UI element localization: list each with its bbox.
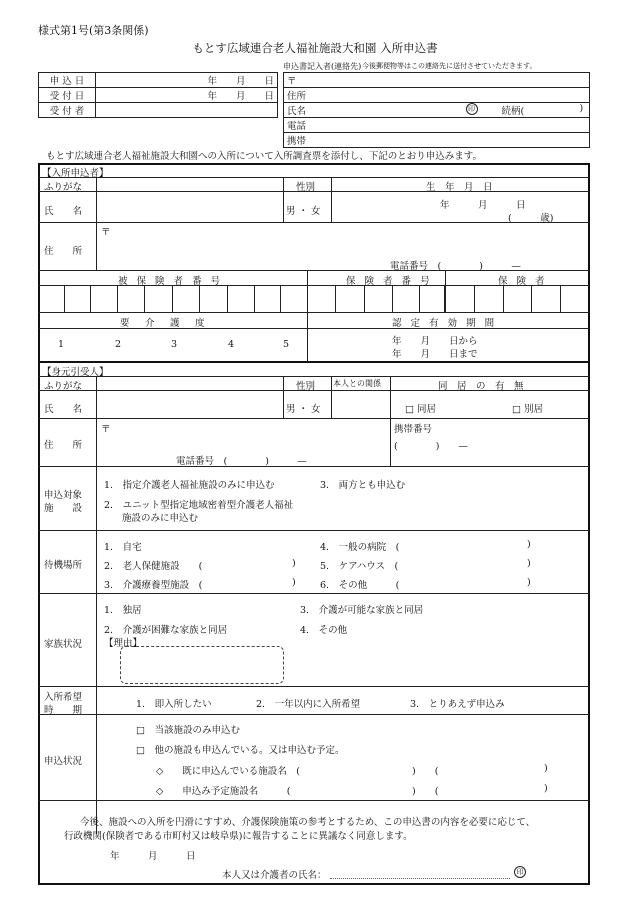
guarantor-mobile-value[interactable]: ( ) — — [394, 441, 468, 452]
filer-table — [283, 72, 590, 148]
target-option-3[interactable]: 3. 両方とも申込む — [320, 480, 406, 491]
applicant-postal[interactable]: 〒 — [101, 227, 111, 238]
family-option-2[interactable]: 2. 介護が困難な家族と同居 — [104, 625, 228, 636]
waiting-option-3[interactable]: 3. 介護療養型施設 ( — [104, 580, 203, 591]
timing-option-1[interactable]: 1. 即入所したい — [136, 699, 212, 710]
waiting-label: 待機場所 — [44, 560, 83, 571]
number-box-divider — [560, 285, 561, 312]
waiting-option-6-close: ) — [527, 577, 531, 588]
page-title: もとす広域連合老人福祉施設大和園 入所申込書 — [192, 41, 438, 55]
number-box-divider — [503, 285, 504, 312]
filer-relation-label: 続柄( — [501, 106, 525, 117]
number-box-divider — [392, 285, 393, 312]
family-label: 家族状況 — [44, 639, 83, 650]
number-box-divider — [227, 285, 228, 312]
consent-line-2: 行政機関(保険者である市町村又は岐阜県)に報告することに異議なく同意します。 — [64, 831, 413, 842]
family-option-4[interactable]: 4. その他 — [300, 625, 348, 636]
applicant-phone[interactable]: 電話番号 ( ) — — [390, 261, 521, 272]
number-box-divider — [335, 285, 336, 312]
filer-address-field[interactable]: 住所 — [284, 88, 590, 103]
status-applied-mid: ) ( — [412, 766, 439, 777]
filer-name-label: 氏名 — [287, 106, 307, 117]
guarantor-cohabit-label: 同 居 の 有 無 — [438, 381, 524, 392]
number-box-divider — [419, 285, 420, 312]
insured-number-label: 被 保 険 者 番 号 — [118, 276, 224, 287]
target-label-1: 申込対象 — [44, 490, 83, 501]
status-option-1[interactable]: □ 当該施設のみ申込む — [136, 725, 240, 736]
guarantor-sex-options[interactable]: 男 ・ 女 — [286, 404, 321, 415]
filer-note: 今後郵便物等はこの連絡先に送付させていただきます。 — [362, 62, 537, 70]
cert-period-from[interactable]: 年 月 日から — [392, 336, 478, 347]
status-planned-facility[interactable]: ◇ 申込み予定施設名 ( — [156, 786, 291, 797]
guarantor-address-label: 住 所 — [44, 440, 83, 451]
filer-relation-close: ) — [579, 103, 584, 114]
intro-text: もとす広域連合老人福祉施設大和園への入所について入所調査票を添付し、下記のとおり申込みます。 — [46, 151, 483, 162]
care-level-5[interactable]: 5 — [283, 339, 290, 350]
waiting-option-1[interactable]: 1. 自宅 — [104, 542, 142, 553]
signer-label: 本人又は介護者の氏名： — [222, 870, 327, 881]
family-reason-label: 【理由】 — [104, 638, 143, 649]
care-level-2[interactable]: 2 — [115, 339, 122, 350]
applicant-address-label: 住 所 — [44, 246, 83, 257]
applicant-name-label: 氏 名 — [44, 206, 83, 217]
number-box-divider — [117, 285, 118, 312]
waiting-option-5[interactable]: 5. ケアハウス ( — [320, 561, 399, 572]
filer-phone-field[interactable]: 電話 — [284, 118, 590, 133]
applicant-birth-value[interactable]: 年 月 日 — [440, 200, 526, 211]
applicant-header: 【入所申込者】 — [42, 168, 109, 179]
insured-number-boxes[interactable] — [38, 285, 590, 312]
care-level-4[interactable]: 4 — [228, 339, 235, 350]
target-option-2-cont: 施設のみに申込む — [122, 513, 199, 524]
guarantor-cohabit-yes[interactable]: □ 同居 — [405, 404, 436, 415]
filer-name-field[interactable] — [284, 103, 590, 118]
guarantor-name-label: 氏 名 — [44, 404, 83, 415]
receiver-label: 受 付 者 — [39, 103, 96, 118]
waiting-option-2-close: ) — [292, 558, 296, 569]
number-box-divider — [144, 285, 145, 312]
family-reason-field[interactable] — [120, 646, 284, 684]
consent-line-1: 今後、施設への入所を円滑にすすめ、介護保険施策の参考とするため、この申込書の内容を必要に応じて、 — [80, 817, 536, 828]
waiting-option-5-close: ) — [527, 558, 531, 569]
status-option-2[interactable]: □ 他の施設も申込んでいる。又は申込む予定。 — [136, 745, 345, 756]
target-label-2: 施 設 — [44, 503, 83, 514]
target-option-1[interactable]: 1. 指定介護老人福祉施設のみに申込む — [104, 480, 275, 491]
timing-label-1: 入所希望 — [44, 692, 83, 703]
number-box-divider — [199, 285, 200, 312]
receiver-field[interactable] — [96, 103, 278, 118]
guarantor-furigana-label: ふりがな — [44, 381, 83, 392]
signer-seal-icon — [514, 866, 526, 878]
insurer-label: 保 険 者 — [498, 276, 548, 287]
status-planned-mid: ) ( — [412, 786, 439, 797]
number-box-divider — [280, 285, 281, 312]
guarantor-header: 【身元引受人】 — [42, 367, 109, 378]
applicant-furigana-label: ふりがな — [44, 182, 83, 193]
timing-option-2[interactable]: 2. 一年以内に入所希望 — [256, 699, 361, 710]
admin-table — [38, 72, 278, 118]
target-option-2[interactable]: 2. ユニット型指定地域密着型介護老人福祉 — [104, 500, 294, 511]
cert-period-to[interactable]: 年 月 日まで — [392, 349, 478, 360]
consent-seal: 印 — [514, 866, 526, 878]
apply-date-field[interactable]: 年 月 日 — [96, 73, 278, 88]
number-box-divider — [172, 285, 173, 312]
waiting-option-6[interactable]: 6. その他 ( — [320, 580, 400, 591]
form-number: 様式第1号(第3条関係) — [38, 24, 149, 37]
status-label: 申込状況 — [44, 756, 83, 767]
guarantor-cohabit-no[interactable]: □ 別居 — [512, 404, 543, 415]
filer-caption: 申込書記入者(連絡先) — [283, 62, 362, 71]
insurer-number-label: 保 険 者 番 号 — [346, 276, 433, 287]
number-box-divider — [254, 285, 255, 312]
family-option-3[interactable]: 3. 介護が可能な家族と同居 — [300, 605, 424, 616]
consent-date[interactable]: 年 月 日 — [110, 851, 196, 862]
filer-mobile-field[interactable]: 携帯 — [284, 133, 590, 148]
timing-label-2: 時 期 — [44, 705, 83, 716]
number-box-divider — [531, 285, 532, 312]
guarantor-phone[interactable]: 電話番号 ( ) — — [176, 456, 307, 467]
applicant-sex-label: 性別 — [296, 182, 316, 193]
status-planned-end: ) — [544, 783, 548, 794]
number-box-divider — [364, 285, 365, 312]
receipt-date-label: 受 付 日 — [39, 88, 96, 103]
guarantor-sex-label: 性別 — [296, 381, 316, 392]
signer-field[interactable] — [330, 878, 510, 879]
applicant-age-value[interactable]: ( 歳) — [508, 213, 554, 224]
applicant-birth-label: 生 年 月 日 — [426, 182, 493, 193]
waiting-option-2[interactable]: 2. 老人保健施設 ( — [104, 561, 203, 572]
number-box-divider — [90, 285, 91, 312]
timing-option-3[interactable]: 3. とりあえず申込み — [410, 699, 505, 710]
family-option-1[interactable]: 1. 独居 — [104, 605, 142, 616]
guarantor-mobile-label: 携帯番号 — [394, 424, 433, 435]
guarantor-postal[interactable]: 〒 — [101, 424, 111, 435]
care-level-3[interactable]: 3 — [171, 339, 178, 350]
seal-icon: 印 — [466, 103, 478, 115]
waiting-option-4[interactable]: 4. 一般の病院 ( — [320, 542, 400, 553]
status-applied-end: ) — [544, 763, 548, 774]
receipt-date-field[interactable]: 年 月 日 — [96, 88, 278, 103]
waiting-option-3-close: ) — [292, 577, 296, 588]
cert-period-label: 認 定 有 効 期 間 — [392, 318, 498, 329]
filer-postal-field[interactable]: 〒 — [284, 73, 590, 88]
care-level-label: 要 介 護 度 — [120, 318, 208, 329]
guarantor-relation-label: 本人との関係 — [333, 379, 381, 388]
number-box-divider — [474, 285, 475, 312]
applicant-sex-options[interactable]: 男 ・ 女 — [286, 206, 321, 217]
apply-date-label: 申 込 日 — [39, 73, 96, 88]
care-level-1[interactable]: 1 — [58, 339, 65, 350]
number-box-divider — [64, 285, 65, 312]
waiting-option-4-close: ) — [527, 539, 531, 550]
status-applied-facility[interactable]: ◇ 既に申込んでいる施設名 ( — [156, 766, 301, 777]
